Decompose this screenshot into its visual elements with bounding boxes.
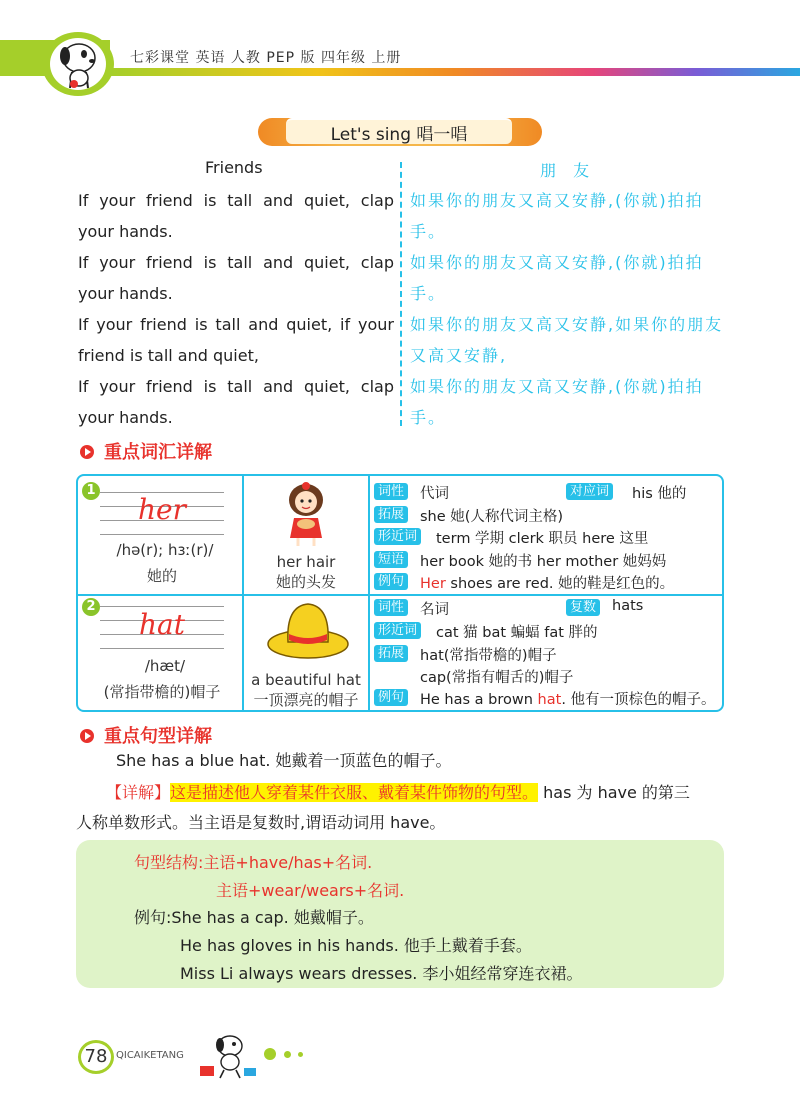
header-title: 七彩课堂 英语 人教 PEP 版 四年级 上册 <box>130 50 402 66</box>
key-sentence: She has a blue hat. 她戴着一顶蓝色的帽子。 <box>116 751 452 770</box>
tag-similar: 形近词 <box>374 622 421 639</box>
explanation-cont: 人称单数形式。当主语是复数时,谓语动词用 have。 <box>76 813 446 832</box>
lyric-zh-4: 如果你的朋友又高又安静,(你就)拍拍手。 <box>410 377 704 427</box>
pic-caption-zh: 她的头发 <box>275 573 336 591</box>
vocab-word: her <box>138 493 186 526</box>
explanation: 【详解】这是描述他人穿着某件衣服、戴着某件饰物的句型。 has 为 have 的第三 <box>106 783 690 802</box>
writing-rule <box>100 648 224 649</box>
vocab-meaning: (常指带檐的)帽子 <box>103 683 221 701</box>
vocab-phonetic: /hæt/ <box>144 657 186 675</box>
lyrics-divider <box>400 162 402 426</box>
vocab-word: hat <box>139 608 185 641</box>
lyric-en-1: If your friend is tall and quiet, clap your hands. <box>78 191 394 241</box>
song-title-zh: 朋 友 <box>540 161 596 180</box>
entry-text: 代词 <box>420 486 449 502</box>
example-line-1: 例句:She has a cap. 她戴帽子。 <box>134 908 374 927</box>
lyric-zh-2: 如果你的朋友又高又安静,(你就)拍拍手。 <box>410 253 704 303</box>
entry-example: He has a brown hat. 他有一顶棕色的帽子。 <box>420 692 716 708</box>
tag-plural: 复数 <box>566 599 600 616</box>
lyric-zh-1: 如果你的朋友又高又安静,(你就)拍拍手。 <box>410 191 704 241</box>
entry-number-badge: 2 <box>82 598 100 616</box>
tag-extend: 拓展 <box>374 645 408 662</box>
entry-text: cap(常指有帽舌的)帽子 <box>420 670 574 686</box>
play-bullet-icon <box>80 729 94 743</box>
header-rainbow-stripe <box>110 68 800 76</box>
entry-text: hat(常指带檐的)帽子 <box>420 648 557 664</box>
entry-text: term 学期 clerk 职员 here 这里 <box>436 531 649 547</box>
entry-number-badge: 1 <box>82 482 100 500</box>
lyric-en-3: If your friend is tall and quiet, if your friend is tall and quiet, <box>78 315 394 365</box>
pic-caption-en: a beautiful hat <box>251 671 361 689</box>
play-bullet-icon <box>80 445 94 459</box>
lyric-zh-3: 如果你的朋友又高又安静,如果你的朋友又高又安静, <box>410 315 724 365</box>
song-banner-title: Let's sing 唱一唱 <box>330 125 468 145</box>
vocab-phonetic: /hə(r); hɜː(r)/ <box>116 541 214 559</box>
dog-painter-icon <box>196 1030 260 1080</box>
tag-example: 例句 <box>374 573 408 590</box>
pic-caption-en: her hair <box>276 553 336 571</box>
tag-example: 例句 <box>374 689 408 706</box>
structure-line-2: 主语+wear/wears+名词. <box>216 881 405 900</box>
page-number: 78 <box>78 1040 114 1074</box>
vocab-table-col-divider-2 <box>368 476 370 710</box>
tag-pos: 词性 <box>374 599 408 616</box>
footer-dot <box>284 1051 291 1058</box>
writing-rule <box>100 606 224 607</box>
vocab-heading: 重点词汇详解 <box>80 438 212 464</box>
vocab-meaning: 她的 <box>146 567 177 585</box>
pic-caption-zh: 一顶漂亮的帽子 <box>253 691 359 709</box>
tag-counterpart: 对应词 <box>566 483 613 500</box>
entry-text: cat 猫 bat 蝙蝠 fat 胖的 <box>436 625 598 641</box>
example-line-3: Miss Li always wears dresses. 李小姐经常穿连衣裙。 <box>180 964 583 983</box>
footer-dot <box>264 1048 276 1060</box>
entry-text: hats <box>612 598 644 614</box>
writing-rule <box>100 534 224 535</box>
tag-phrase: 短语 <box>374 551 408 568</box>
footer-dot <box>298 1052 303 1057</box>
sentence-heading: 重点句型详解 <box>80 722 212 748</box>
tag-similar: 形近词 <box>374 528 421 545</box>
entry-text: 名词 <box>420 602 449 618</box>
hat-illustration-icon <box>266 600 350 662</box>
girl-illustration-icon <box>280 480 332 548</box>
footer-brand: QICAIKETANG <box>116 1050 184 1061</box>
entry-text: his 他的 <box>632 486 687 502</box>
vocab-table-row-divider <box>78 594 722 596</box>
entry-text: her book 她的书 her mother 她妈妈 <box>420 554 667 570</box>
lyric-en-4: If your friend is tall and quiet, clap your hands. <box>78 377 394 427</box>
dog-mascot-icon <box>52 36 106 92</box>
structure-label: 句型结构:主语+have/has+名词. <box>134 853 373 872</box>
tag-pos: 词性 <box>374 483 408 500</box>
lyric-en-2: If your friend is tall and quiet, clap your hands. <box>78 253 394 303</box>
entry-text: she 她(人称代词主格) <box>420 509 564 525</box>
example-line-2: He has gloves in his hands. 他手上戴着手套。 <box>180 936 532 955</box>
tag-extend: 拓展 <box>374 506 408 523</box>
entry-example: Her shoes are red. 她的鞋是红色的。 <box>420 576 675 592</box>
song-title-en: Friends <box>205 158 263 177</box>
